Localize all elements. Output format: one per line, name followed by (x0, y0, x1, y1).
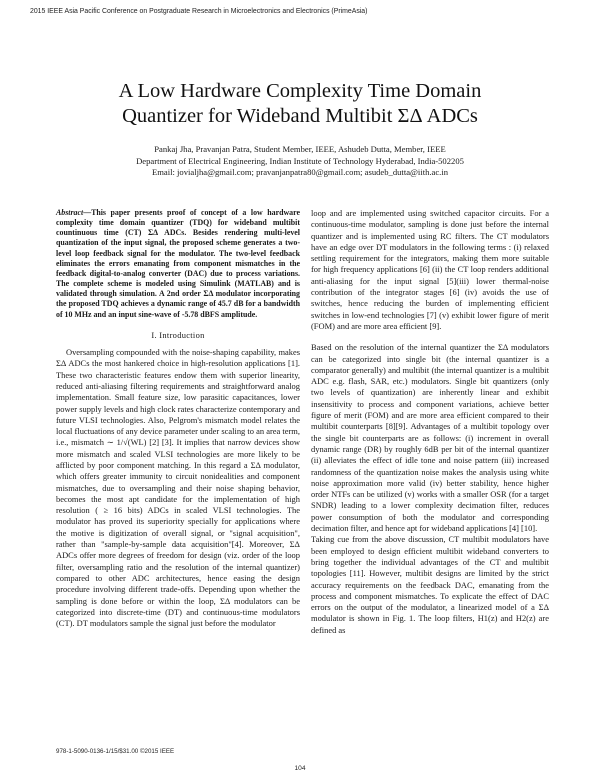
author-names: Pankaj Jha, Pravanjan Patra, Student Member, IEEE, Ashudeb Dutta, Member, IEEE (154, 144, 446, 154)
title-line-1: A Low Hardware Complexity Time Domain (118, 80, 482, 102)
intro-paragraph-3: Based on the resolution of the internal quantizer the ΣΔ modulators can be categorized into single bit (the internal quantizer is a comparator generally) and multibit (the internal quantizer is a multibit ADC e.g. flash, SAR, etc.) modulators. Single bit quantizers (only two levels of quantization) are inherently linear and exhibit insensitivity to process and component variations, achieve better figure of merit (FOM) and are more area efficient compared to their multibit counterparts [8][9]. Advantages of a multibit topology over the single bit counterparts are as follows: (i) increment in overall dynamic range (DR) by roughly 6dB per bit of the internal quantizer (ii) alleviates the effect of idle tone and noise pattern (iii) increased randomness of the quantization noise makes the analysis using white noise approximation more valid (iv) better stability, hence higher order NTFs can be utilized (v) works with a smaller OSR (for a target SNDR) leading to a lower complexity decimation filter, reduces power consumption of both the modulator and corresponding decimation filter, and hence apt for wideband applications [4] [10]. (311, 342, 549, 534)
author-block (0, 144, 600, 179)
intro-paragraph-1: Oversampling compounded with the noise-shaping capability, makes ΣΔ ADCs the most hankered choice in high-resolution applications [1]. These two characteristic features endow them with superior linearity, reduced anti-aliasing filtering requirements and straightforward analog implementation. Small feature size, low parasitic capacitances, lower power supply levels and high clock rates characterize contemporary and future VLSI technologies. Also, Pelgrom's mismatch model relates the local fluctuations of any device parameter under scaling to an area term, i.e., mismatch ∼ 1/√(WL) [2] [3]. It implies that narrow devices show more mismatch and scaled VLSI technologies are more likely to be afflicted by poor component matching. In this regard a ΣΔ modulator, which offers greater immunity to circuit nonidealities and component mismatches, due to oversampling and their noise shaping behavior, becomes the most apt candidate for the implementation of high resolution ( ≥ 16 bits) ADCs in scaled VLSI technologies. The modulator has proved its superiority specially for applications where the motive is digitization of overall signal, or "signal acquisition", rather than "sample-by-sample data acquisition"[4]. Moreover, ΣΔ ADCs offer more degrees of freedom for design (viz. order of the loop filter, oversampling ratio and the resolution of the internal quantizer) compared to other ADC architectures, hence easing the design procedure involving different trade-offs. Depending upon whether the sampling is done before or within the loop, ΣΔ modulators can be categorized into discrete-time (DT) and continuous-time modulators (CT). DT modulators sample the signal just before the modulator (56, 347, 300, 629)
section-heading-introduction: I. Introduction (151, 329, 205, 340)
page-number: 104 (294, 765, 306, 772)
title-line-2: Quantizer for Wideband Multibit ΣΔ ADCs (122, 105, 478, 127)
abstract-body: —This paper presents proof of concept of a low hardware complexity time domain quantizer (TDQ) for wideband multibit countinuous time (CT) ΣΔ ADCs. Besides rendering multi-level quantization of the input signal, the proposed scheme generates a two-level loop feedback signal for the modulator. The two-level feedback eliminates the errors emanating from component mismatches in the feedback digital-to-analog converter (DAC) due to process variations. The complete scheme is modeled using Simulink (MATLAB) and is validated through simulation. A 2nd order ΣΔ modulator incorporating the proposed TDQ achieves a dynamic range of 45.7 dB for a bandwidth of 10 MHz and an input sine-wave of -5.78 dBFS amplitude. (56, 208, 300, 319)
copyright-footer: 978-1-5090-0136-1/15/$31.00 ©2015 IEEE (56, 748, 175, 755)
intro-paragraph-4: Taking cue from the above discussion, CT multibit modulators have been employed to design efficient multibit wideband converters to bring together the individual advantages of the CT and multibit topologies [11]. However, multibit designs are limited by the strict accuracy requirements on the feedback DAC, emanating from the process and component mismatches. To explicate the effect of DAC errors on the output of the modulator, a linearized model of a ΣΔ modulator is shown in Fig. 1. The loop filters, H1(z) and H2(z) are defined as (311, 534, 549, 635)
paper-title (0, 79, 600, 129)
abstract-lead: Abstract (56, 208, 84, 217)
affiliation: Department of Electrical Engineering, Indian Institute of Technology Hyderabad, India-502205 (136, 155, 464, 166)
conference-header: 2015 IEEE Asia Pacific Conference on Postgraduate Research in Microelectronics and Electronics (PrimeAsia) (30, 8, 368, 15)
paragraph-gap (311, 332, 549, 342)
author-emails: Email: jovialjha@gmail.com; pravanjanpatra80@gmail.com; asudeb_dutta@iith.ac.in (151, 167, 449, 177)
intro-paragraph-2: loop and are implemented using switched capacitor circuits. For a continuous-time modulator, sampling is done just before the internal quantizer and is implemented using RC filters. The CT modulators have an edge over DT modulators in the following terms : (i) relaxed settling requirement for the integrators, making them more suitable for high frequency applications [6] (ii) the CT loop renders additional anti-aliasing for the input signal [5](iii) lower thermal-noise contribution of the integrator stages [6] (iv) avoids the use of switches, hence reducing the burden of implementing efficient switches in low-end technologies [7] (v) exhibit lower figure of merit (FOM) and are more area efficient [9]. (311, 208, 549, 331)
abstract (56, 208, 300, 320)
right-column (311, 208, 549, 636)
left-column (56, 208, 300, 629)
